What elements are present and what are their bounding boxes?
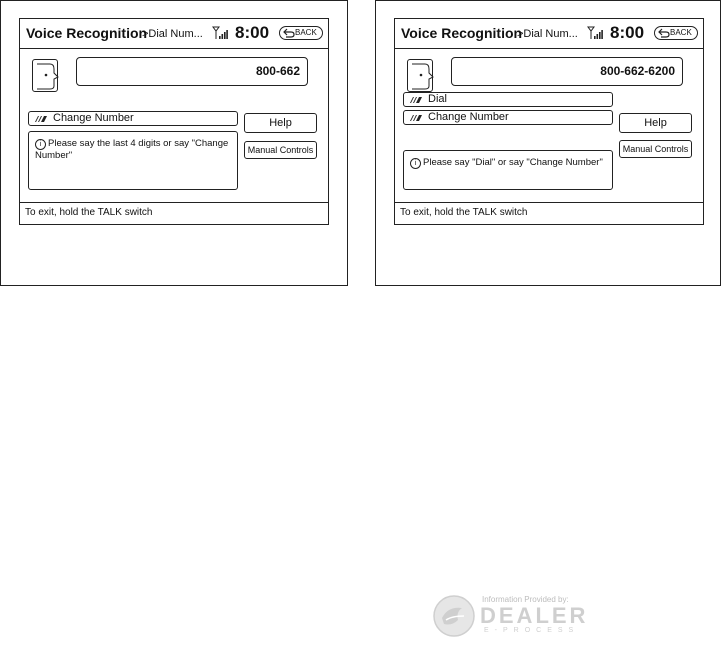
clock: 8:00 [610,23,645,42]
footer-divider [395,202,703,203]
back-button[interactable] [654,26,698,40]
back-button[interactable] [279,26,323,40]
dialed-number-display: 800-662 [76,57,308,86]
info-icon: i [410,158,421,169]
manual-controls-button[interactable]: Manual Controls [619,140,692,158]
signal-strength-icon [212,26,228,40]
header-divider [395,48,703,49]
speaking-face-icon [407,59,433,92]
back-arrow-icon [658,28,670,38]
clock: 8:00 [235,23,270,42]
back-arrow-icon [283,28,295,38]
voice-command-icon [34,115,48,123]
header-divider [20,48,328,49]
signal-strength-icon [587,26,603,40]
watermark-brand: DEALER [480,603,589,628]
info-icon: i [35,139,46,150]
left-panel [0,0,348,286]
dialed-number-display: 800-662-6200 [451,57,683,86]
watermark-tagline: E-PROCESS [484,627,580,634]
back-label: BACK [670,28,692,37]
back-label: BACK [295,28,317,37]
voice-prompt-box [28,131,238,190]
command-label: Dial [428,93,447,105]
speaking-face-icon [32,59,58,92]
manual-controls-button[interactable]: Manual Controls [244,141,317,159]
dealer-logo-icon [432,594,476,638]
voice-recognition-screen [19,18,329,225]
watermark-provided-text: Information Provided by: [482,595,569,604]
voice-command-icon [409,96,423,104]
screen-title: Voice Recognition [26,25,148,41]
voice-prompt-text: Please say "Dial" or say "Change Number" [423,157,603,168]
help-button[interactable]: Help [244,113,317,133]
command-label: Change Number [428,111,509,123]
exit-instruction: To exit, hold the TALK switch [400,207,528,218]
voice-prompt-text: Please say the last 4 digits or say "Change Number" [35,138,229,161]
voice-command-icon [409,114,423,122]
voice-prompt-box [403,150,613,190]
right-panel [375,0,721,286]
breadcrumb: >Dial Num... [517,28,578,40]
help-button[interactable]: Help [619,113,692,133]
command-change-number[interactable] [28,111,238,126]
command-dial[interactable] [403,92,613,107]
voice-recognition-screen [394,18,704,225]
command-label: Change Number [53,112,134,124]
dealer-e-process-watermark [432,594,632,639]
breadcrumb: >Dial Num... [142,28,203,40]
exit-instruction: To exit, hold the TALK switch [25,207,153,218]
screen-title: Voice Recognition [401,25,523,41]
command-change-number[interactable] [403,110,613,125]
screen-header [20,19,328,49]
footer-divider [20,202,328,203]
screen-header [395,19,703,49]
